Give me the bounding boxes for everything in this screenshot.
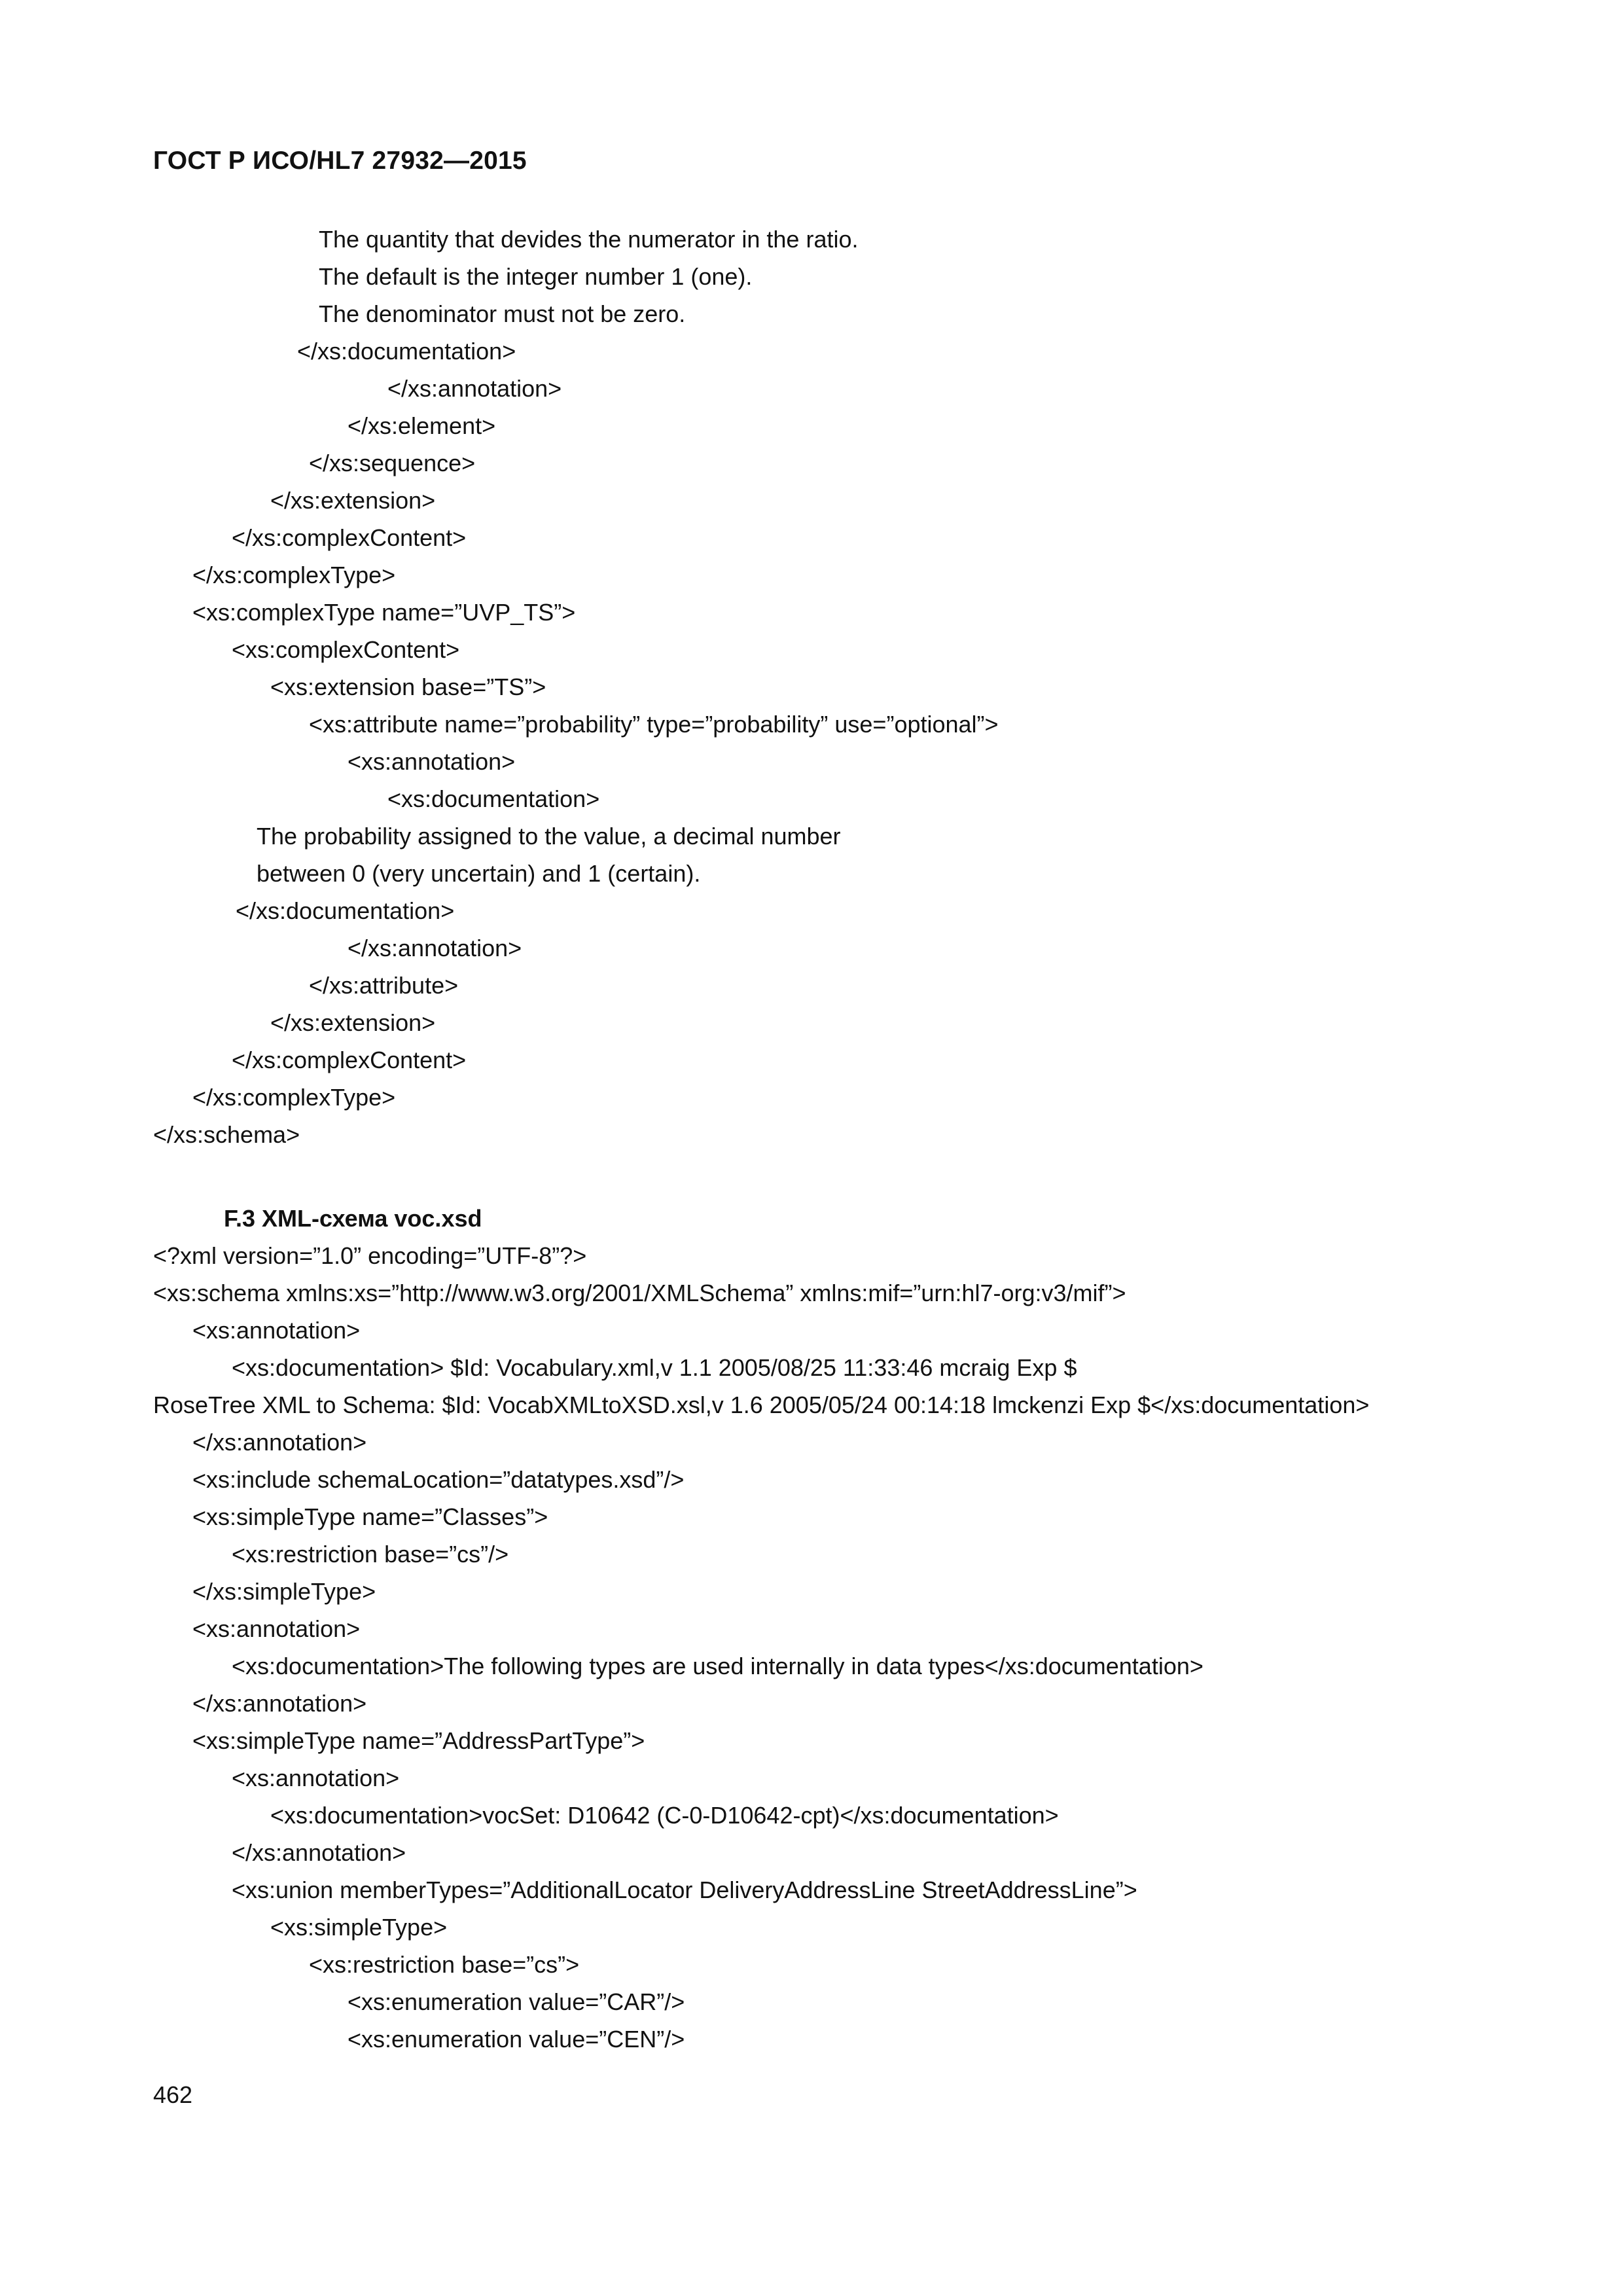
code-line: <xs:documentation>	[387, 785, 600, 812]
code-line: </xs:annotation>	[232, 1839, 406, 1866]
code-line: </xs:extension>	[270, 1009, 436, 1036]
code-line: <xs:annotation>	[232, 1765, 400, 1791]
code-line: <xs:enumeration value=”CEN”/>	[348, 2026, 685, 2053]
text-line: The denominator must not be zero.	[319, 300, 686, 327]
code-line: </xs:annotation>	[387, 375, 562, 402]
code-line: <?xml version=”1.0” encoding=”UTF-8”?>	[153, 1242, 587, 1269]
code-line: </xs:sequence>	[309, 450, 476, 476]
code-line: <xs:union memberTypes=”AdditionalLocator DeliveryAddressLine StreetAddressLine”>	[232, 1876, 1137, 1903]
code-line: </xs:annotation>	[192, 1429, 367, 1456]
code-line: <xs:annotation>	[192, 1317, 361, 1344]
code-line: </xs:extension>	[270, 487, 436, 514]
code-line: <xs:include schemaLocation=”datatypes.xsd”/>	[192, 1466, 685, 1493]
text-line: The probability assigned to the value, a decimal number	[257, 823, 841, 850]
code-line: <xs:attribute name=”probability” type=”probability” use=”optional”>	[309, 711, 999, 738]
code-line: </xs:element>	[348, 412, 496, 439]
code-line: </xs:complexType>	[192, 562, 396, 588]
text-line: The quantity that devides the numerator in the ratio.	[319, 226, 859, 253]
code-line: </xs:complexType>	[192, 1084, 396, 1111]
document-header: ГОСТ Р ИСО/HL7 27932—2015	[153, 147, 527, 175]
code-line: <xs:restriction base=”cs”>	[309, 1951, 580, 1978]
code-line: </xs:documentation>	[297, 338, 516, 365]
code-line: <xs:annotation>	[348, 748, 516, 775]
code-line: </xs:simpleType>	[192, 1578, 376, 1605]
code-line: <xs:complexType name=”UVP_TS”>	[192, 599, 576, 626]
code-line: <xs:simpleType name=”AddressPartType”>	[192, 1727, 645, 1754]
code-line: <xs:restriction base=”cs”/>	[232, 1541, 509, 1568]
text-line: between 0 (very uncertain) and 1 (certain).	[257, 860, 701, 887]
code-line: <xs:documentation>The following types are used internally in data types</xs:documentation>	[232, 1653, 1204, 1679]
page-number: 462	[153, 2081, 193, 2108]
code-line: </xs:attribute>	[309, 972, 459, 999]
code-line: </xs:complexContent>	[232, 1047, 467, 1073]
code-line: <xs:annotation>	[192, 1615, 361, 1642]
code-line: </xs:schema>	[153, 1121, 300, 1148]
code-line: </xs:documentation>	[236, 897, 455, 924]
code-line: <xs:documentation>vocSet: D10642 (C-0-D10642-cpt)</xs:documentation>	[270, 1802, 1059, 1829]
section-heading: F.3 XML-схема voc.xsd	[224, 1205, 482, 1232]
code-line: <xs:complexContent>	[232, 636, 460, 663]
code-line: <xs:simpleType name=”Classes”>	[192, 1503, 548, 1530]
code-line: <xs:extension base=”TS”>	[270, 673, 546, 700]
code-line: <xs:documentation> $Id: Vocabulary.xml,v 1.1 2005/08/25 11:33:46 mcraig Exp $	[232, 1354, 1077, 1381]
code-line: <xs:simpleType>	[270, 1914, 448, 1941]
code-line: RoseTree XML to Schema: $Id: VocabXMLtoXSD.xsl,v 1.6 2005/05/24 00:14:18 lmckenzi Exp $</xs:documentation>	[153, 1391, 1370, 1418]
text-line: The default is the integer number 1 (one).	[319, 263, 753, 290]
code-line: <xs:enumeration value=”CAR”/>	[348, 1988, 685, 2015]
code-line: </xs:complexContent>	[232, 524, 467, 551]
code-line: <xs:schema xmlns:xs=”http://www.w3.org/2001/XMLSchema” xmlns:mif=”urn:hl7-org:v3/mif”>	[153, 1280, 1126, 1306]
code-line: </xs:annotation>	[192, 1690, 367, 1717]
code-line: </xs:annotation>	[348, 935, 522, 961]
